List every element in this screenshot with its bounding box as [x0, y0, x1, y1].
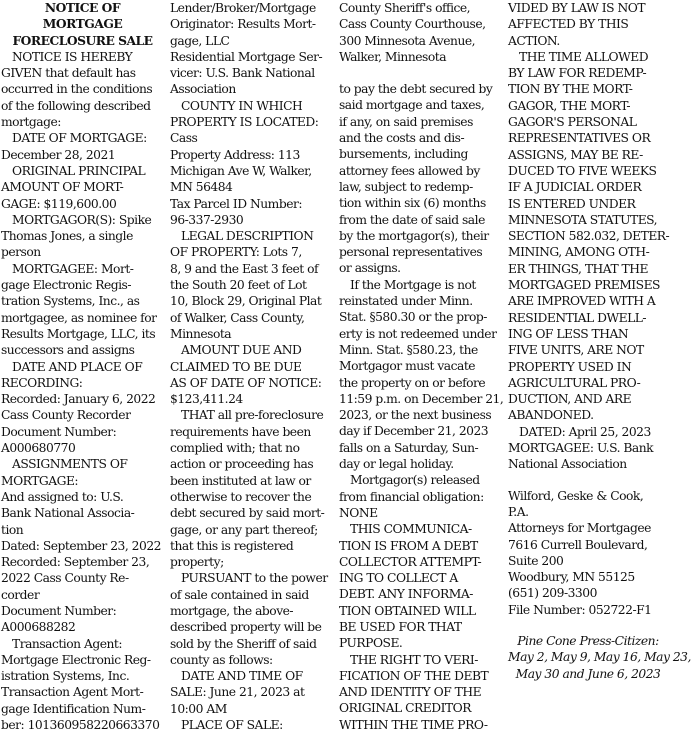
publication-credit-line: May 2, May 9, May 16, May 23,: [508, 650, 691, 665]
notice-text-line: PLACE OF SALE:: [181, 718, 283, 733]
notice-text-line: Michigan Ave W, Walker,: [170, 163, 312, 178]
notice-text-line: 11:59 p.m. on December 21,: [339, 391, 504, 406]
notice-text-line: REPRESENTATIVES OR: [508, 131, 651, 146]
notice-text-line: PROPERTY IS LOCATED:: [170, 115, 319, 130]
notice-text-line: Minnesota: [170, 326, 232, 341]
notice-text-line: AMOUNT OF MORT-: [1, 180, 124, 195]
notice-text-line: property;: [170, 555, 224, 570]
notice-text-line: Property Address: 113: [170, 147, 300, 162]
notice-text-line: Mortgage Electronic Reg-: [1, 652, 151, 667]
notice-text-line: MORTGAGEE: U.S. Bank: [508, 441, 654, 456]
notice-text-line: 10:00 AM: [170, 701, 227, 716]
notice-text-line: by the mortgagor(s), their: [339, 228, 489, 243]
notice-text-line: December 28, 2021: [1, 147, 116, 162]
notice-text-line: bursements, including: [339, 147, 468, 162]
notice-text-line: PURPOSE.: [339, 636, 403, 651]
notice-text-line: PROPERTY USED IN: [508, 359, 632, 374]
notice-text-line: reinstated under Minn.: [339, 294, 473, 309]
notice-text-line: FICATION OF THE DEBT: [339, 668, 489, 683]
notice-text-line: attorney fees allowed by: [339, 163, 480, 178]
notice-text-line: said mortgage and taxes,: [339, 98, 485, 113]
notice-text-line: Attorneys for Mortgagee: [508, 521, 651, 536]
notice-text-line: 8, 9 and the East 3 feet of: [170, 261, 319, 276]
notice-text-line: Thomas Jones, a single: [1, 229, 133, 244]
notice-text-line: RESIDENTIAL DWELL-: [508, 310, 647, 325]
notice-text-line: DATE OF MORTGAGE:: [12, 131, 147, 146]
notice-text-line: AND IDENTITY OF THE: [339, 685, 482, 700]
notice-text-line: ASSIGNMENTS OF: [12, 457, 128, 472]
notice-text-line: Cass: [170, 131, 198, 146]
notice-text-line: Bank National Associa-: [1, 506, 135, 521]
notice-text-line: GIVEN that default has: [1, 66, 136, 81]
notice-text-line: THIS COMMUNICA-: [350, 522, 472, 537]
notice-text-line: NONE: [339, 505, 378, 520]
notice-text-line: Recorded: January 6, 2022: [1, 392, 156, 407]
notice-text-line: ORIGINAL PRINCIPAL: [12, 163, 146, 178]
notice-text-line: Originator: Results Mort-: [170, 17, 316, 32]
notice-text-line: A000688282: [1, 620, 76, 635]
notice-text-line: SECTION 582.032, DETER-: [508, 229, 670, 244]
notice-text-line: GAGE: $119,600.00: [1, 196, 117, 211]
notice-text-line: Recorded: September 23,: [1, 555, 150, 570]
notice-text-line: action or proceeding has: [170, 457, 314, 472]
notice-text-line: gage, LLC: [170, 33, 230, 48]
notice-text-line: LEGAL DESCRIPTION: [181, 229, 314, 244]
notice-text-line: AS OF DATE OF NOTICE:: [170, 375, 322, 390]
notice-text-line: Cass County Courthouse,: [339, 17, 486, 32]
notice-text-line: AGRICULTURAL PRO-: [508, 375, 641, 390]
notice-text-line: File Number: 052722-F1: [508, 602, 652, 617]
notice-text-line: COLLECTOR ATTEMPT-: [339, 554, 482, 569]
notice-text-line: THAT all pre-foreclosure: [181, 408, 324, 423]
publication-credit-line: Pine Cone Press-Citizen:: [517, 633, 659, 648]
notice-text-line: personal representatives: [339, 245, 483, 260]
notice-text-line: MORTGAGOR(S): Spike: [12, 212, 152, 227]
notice-text-line: AMOUNT DUE AND: [181, 343, 302, 358]
notice-text-line: DUCED TO FIVE WEEKS: [508, 163, 657, 178]
notice-text-line: of Walker, Cass County,: [170, 310, 305, 325]
paragraph-gap: [508, 618, 668, 633]
notice-text-line: (651) 209-3300: [508, 586, 597, 601]
notice-text-line: MINNESOTA STATUTES,: [508, 212, 658, 227]
notice-text-line: been instituted at law or: [170, 473, 311, 488]
notice-text-line: P.A.: [508, 504, 529, 519]
notice-text-line: 7616 Currell Boulevard,: [508, 537, 648, 552]
notice-text-line: Mortgagor must vacate: [339, 359, 476, 374]
notice-text-line: if any, on said premises: [339, 114, 473, 129]
notice-text-line: Association: [170, 82, 236, 97]
notice-text-line: or assigns.: [339, 261, 401, 276]
notice-text-line: gage Electronic Regis-: [1, 278, 132, 293]
notice-text-line: A000680770: [1, 441, 76, 456]
notice-text-line: Lender/Broker/Mortgage: [170, 1, 316, 15]
notice-column-4: [508, 0, 691, 682]
notice-column-2: [170, 0, 332, 733]
notice-text-line: IS ENTERED UNDER: [508, 196, 636, 211]
notice-text-line: mortgage:: [1, 115, 61, 130]
notice-text-line: occurred in the conditions: [1, 82, 153, 97]
notice-text-line: DATE AND TIME OF: [181, 669, 303, 684]
notice-text-line: ASSIGNS, MAY BE RE-: [508, 147, 643, 162]
notice-text-line: Transaction Agent Mort-: [1, 685, 144, 700]
notice-text-line: day if December 21, 2023: [339, 424, 489, 439]
notice-text-line: Mortgagor(s) released: [350, 473, 480, 488]
notice-text-line: Minn. Stat. §580.23, the: [339, 342, 478, 357]
publication-credit-line: May 30 and June 6, 2023: [515, 666, 661, 681]
notice-text-line: DUCTION, AND ARE: [508, 392, 632, 407]
notice-text-line: requirements have been: [170, 424, 311, 439]
notice-text-line: and the costs and dis-: [339, 131, 465, 146]
notice-text-line: law, subject to redemp-: [339, 179, 473, 194]
notice-text-line: gage Identification Num-: [1, 701, 146, 716]
notice-text-line: ABANDONED.: [508, 408, 594, 423]
notice-text-line: tion: [1, 522, 24, 537]
notice-text-line: Transaction Agent:: [12, 636, 122, 651]
notice-text-line: that this is registered: [170, 538, 294, 553]
notice-text-line: RECORDING:: [1, 375, 83, 390]
notice-text-line: GAGOR, THE MORT-: [508, 98, 630, 113]
notice-text-line: from financial obligation:: [339, 489, 484, 504]
notice-text-line: 2022 Cass County Re-: [1, 571, 129, 586]
notice-text-line: ER THINGS, THAT THE: [508, 261, 648, 276]
notice-text-line: to pay the debt secured by: [339, 82, 493, 97]
notice-text-line: PURSUANT to the power: [181, 571, 328, 586]
notice-text-line: $123,411.24: [170, 392, 243, 407]
notice-text-line: 10, Block 29, Original Plat: [170, 294, 322, 309]
notice-text-line: istration Systems, Inc.: [1, 669, 130, 684]
notice-text-line: THE RIGHT TO VERI-: [350, 652, 478, 667]
notice-text-line: Dated: September 23, 2022: [1, 538, 161, 553]
notice-text-line: the property on or before: [339, 375, 486, 390]
notice-text-line: THE TIME ALLOWED: [519, 49, 649, 64]
notice-text-line: ber: 1013609582206633​70: [1, 718, 160, 733]
notice-text-line: 96-337-2930: [170, 212, 244, 227]
notice-text-line: ORIGINAL CREDITOR: [339, 701, 471, 716]
notice-text-line: of sale contained in said: [170, 587, 309, 602]
notice-text-line: OF PROPERTY: Lots 7,: [170, 245, 302, 260]
notice-text-line: complied with; that no: [170, 441, 300, 456]
notice-text-line: day or legal holiday.: [339, 457, 454, 472]
notice-text-line: MORTGAGEE: Mort-: [12, 261, 134, 276]
notice-heading-line: NOTICE OF: [44, 0, 121, 15]
paragraph-gap: [508, 473, 668, 488]
notice-text-line: DATE AND PLACE OF: [12, 359, 143, 374]
notice-text-line: VIDED BY LAW IS NOT: [508, 1, 646, 15]
notice-text-line: MORTGAGE:: [1, 473, 79, 488]
notice-text-line: tion within six (6) months: [339, 196, 486, 211]
notice-text-line: Walker, Minnesota: [339, 49, 447, 64]
notice-text-line: Wilford, Geske & Cook,: [508, 488, 644, 503]
notice-text-line: Residential Mortgage Ser-: [170, 49, 323, 64]
notice-text-line: TION OBTAINED WILL: [339, 603, 476, 618]
notice-text-line: corder: [1, 587, 40, 602]
notice-text-line: erty is not redeemed under: [339, 326, 497, 341]
notice-text-line: MINING, AMONG OTH-: [508, 245, 650, 260]
notice-text-line: FIVE UNITS, ARE NOT: [508, 343, 644, 358]
notice-text-line: National Association: [508, 457, 627, 472]
notice-text-line: described property will be: [170, 620, 322, 635]
notice-text-line: Stat. §580.30 or the prop-: [339, 310, 487, 325]
notice-text-line: tration Systems, Inc., as: [1, 294, 140, 309]
notice-text-line: 2023, or the next business: [339, 408, 492, 423]
notice-text-line: BE USED FOR THAT: [339, 619, 462, 634]
notice-text-line: Woodbury, MN 55125: [508, 570, 635, 585]
notice-text-line: otherwise to recover the: [170, 489, 312, 504]
notice-text-line: Tax Parcel ID Number:: [170, 196, 302, 211]
notice-text-line: of the following described: [1, 98, 151, 113]
notice-text-line: mortgage, the above-: [170, 603, 294, 618]
notice-text-line: person: [1, 245, 41, 260]
notice-text-line: from the date of said sale: [339, 212, 485, 227]
notice-text-line: If the Mortgage is not: [350, 277, 476, 292]
notice-text-line: Results Mortgage, LLC, its: [1, 326, 156, 341]
notice-text-line: 300 Minnesota Avenue,: [339, 33, 476, 48]
notice-text-line: sold by the Sheriff of said: [170, 636, 317, 651]
notice-text-line: TION IS FROM A DEBT: [339, 538, 478, 553]
notice-text-line: debt secured by said mort-: [170, 506, 325, 521]
notice-text-line: CLAIMED TO BE DUE: [170, 359, 302, 374]
notice-text-line: NOTICE IS HEREBY: [12, 49, 133, 64]
notice-text-line: County Sheriff's office,: [339, 1, 471, 15]
notice-text-line: TION BY THE MORT-: [508, 82, 633, 97]
notice-column-3: [339, 0, 504, 733]
notice-text-line: county as follows:: [170, 652, 273, 667]
notice-text-line: Document Number:: [1, 424, 117, 439]
notice-text-line: ING OF LESS THAN: [508, 326, 629, 341]
notice-text-line: vicer: U.S. Bank National: [170, 66, 315, 81]
notice-text-line: MORTGAGED PREMISES: [508, 278, 660, 293]
notice-text-line: ACTION.: [508, 33, 560, 48]
notice-text-line: BY LAW FOR REDEMP-: [508, 66, 647, 81]
notice-text-line: MN 56484: [170, 180, 233, 195]
notice-text-line: SALE: June 21, 2023 at: [170, 685, 305, 700]
notice-text-line: successors and assigns: [1, 343, 135, 358]
notice-text-line: GAGOR'S PERSONAL: [508, 115, 637, 130]
notice-text-line: gage, or any part thereof;: [170, 522, 318, 537]
notice-text-line: mortgagee, as nominee for: [1, 310, 157, 325]
notice-text-line: Suite 200: [508, 553, 564, 568]
notice-heading-line: FORECLOSURE SALE: [12, 32, 153, 48]
notice-heading-line: MORTGAGE: [42, 16, 123, 32]
notice-text-line: ING TO COLLECT A: [339, 571, 458, 586]
notice-text-line: And assigned to: U.S.: [1, 489, 124, 504]
notice-text-line: WITHIN THE TIME PRO-: [339, 717, 488, 732]
notice-text-line: DATED: April 25, 2023: [519, 424, 651, 439]
notice-text-line: Cass County Recorder: [1, 408, 131, 423]
notice-text-line: ARE IMPROVED WITH A: [508, 294, 656, 309]
notice-text-line: the South 20 feet of Lot: [170, 278, 307, 293]
notice-column-1: [1, 0, 164, 733]
notice-text-line: IF A JUDICIAL ORDER: [508, 180, 642, 195]
notice-text-line: COUNTY IN WHICH: [181, 98, 303, 113]
paragraph-gap: [339, 65, 500, 81]
notice-text-line: DEBT. ANY INFORMA-: [339, 587, 473, 602]
notice-text-line: AFFECTED BY THIS: [508, 17, 629, 32]
notice-text-line: falls on a Saturday, Sun-: [339, 440, 479, 455]
notice-text-line: Document Number:: [1, 603, 117, 618]
